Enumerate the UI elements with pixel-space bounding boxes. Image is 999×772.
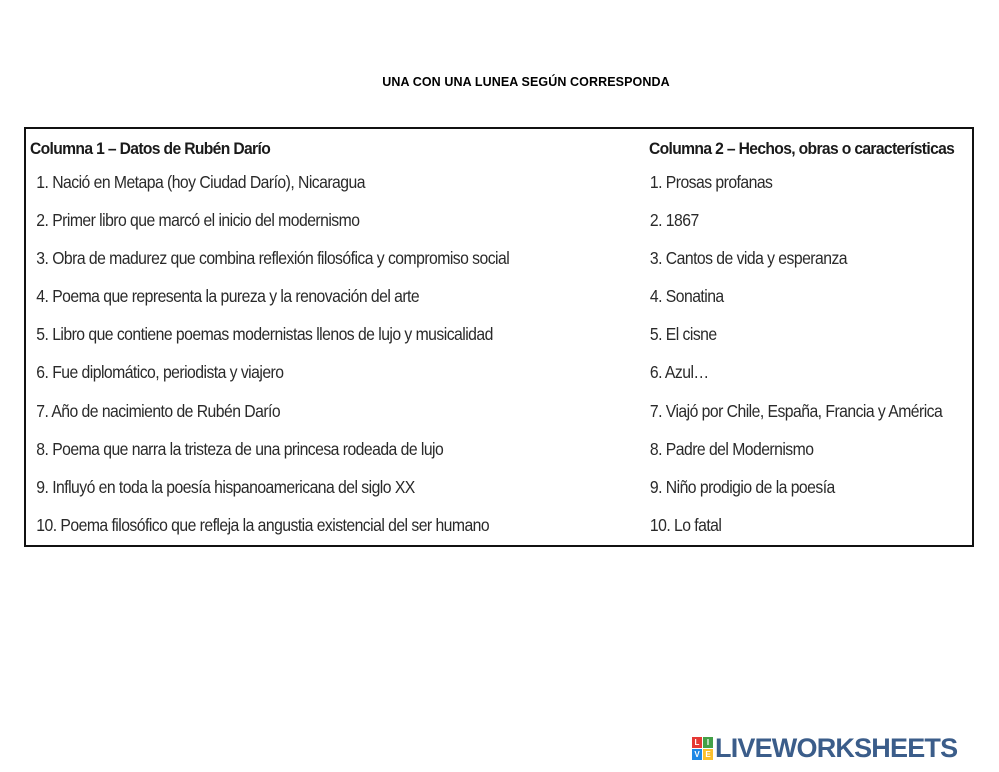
column-1-header: Columna 1 – Datos de Rubén Darío — [30, 139, 271, 158]
logo-text: LIVEWORKSHEETS — [715, 733, 958, 763]
logo-grid-cell: V — [692, 749, 702, 760]
liveworksheets-logo — [692, 735, 957, 761]
column-1-item[interactable]: 9. Influyó en toda la poesía hispanoamericana del siglo XX — [36, 476, 415, 497]
logo-grid-cell: L — [692, 737, 702, 748]
column-2-list — [649, 163, 971, 544]
column-1-item[interactable]: 6. Fue diplomático, periodista y viajero — [36, 362, 284, 383]
column-2-header: Columna 2 – Hechos, obras o características — [649, 139, 955, 158]
column-1-list — [30, 163, 640, 544]
column-1-item[interactable]: 10. Poema filosófico que refleja la angustia existencial del ser humano — [36, 514, 490, 535]
worksheet-title: UNA CON UNA LUNEA SEGÚN CORRESPONDA — [382, 75, 670, 89]
column-2-item[interactable]: 2. 1867 — [649, 210, 699, 231]
logo-grid-icon — [692, 737, 712, 759]
column-2-item[interactable]: 6. Azul… — [649, 362, 709, 383]
column-2-item[interactable]: 3. Cantos de vida y esperanza — [649, 248, 847, 269]
column-2-item[interactable]: 5. El cisne — [649, 324, 717, 345]
column-1-item[interactable]: 1. Nació en Metapa (hoy Ciudad Darío), Nicaragua — [36, 172, 365, 192]
column-1-item[interactable]: 7. Año de nacimiento de Rubén Darío — [36, 400, 281, 421]
column-2-item[interactable]: 1. Prosas profanas — [649, 172, 773, 192]
column-2-item[interactable]: 9. Niño prodigio de la poesía — [649, 476, 835, 497]
column-2 — [649, 129, 971, 544]
column-2-item[interactable]: 4. Sonatina — [649, 286, 724, 307]
column-1-item[interactable]: 5. Libro que contiene poemas modernistas llenos de lujo y musicalidad — [36, 324, 493, 345]
column-1-item[interactable]: 2. Primer libro que marcó el inicio del modernismo — [36, 210, 360, 231]
column-1-item[interactable]: 8. Poema que narra la tristeza de una princesa rodeada de lujo — [36, 438, 444, 459]
column-1-item[interactable]: 4. Poema que representa la pureza y la renovación del arte — [36, 286, 420, 307]
column-1 — [30, 129, 640, 544]
matching-table — [24, 127, 974, 547]
column-1-item[interactable]: 3. Obra de madurez que combina reflexión filosófica y compromiso social — [36, 248, 510, 269]
logo-grid-cell: I — [703, 737, 713, 748]
column-2-item[interactable]: 7. Viajó por Chile, España, Francia y América — [649, 400, 943, 421]
logo-grid-cell: E — [703, 749, 713, 760]
column-2-item[interactable]: 10. Lo fatal — [649, 514, 722, 535]
column-2-item[interactable]: 8. Padre del Modernismo — [649, 438, 814, 459]
